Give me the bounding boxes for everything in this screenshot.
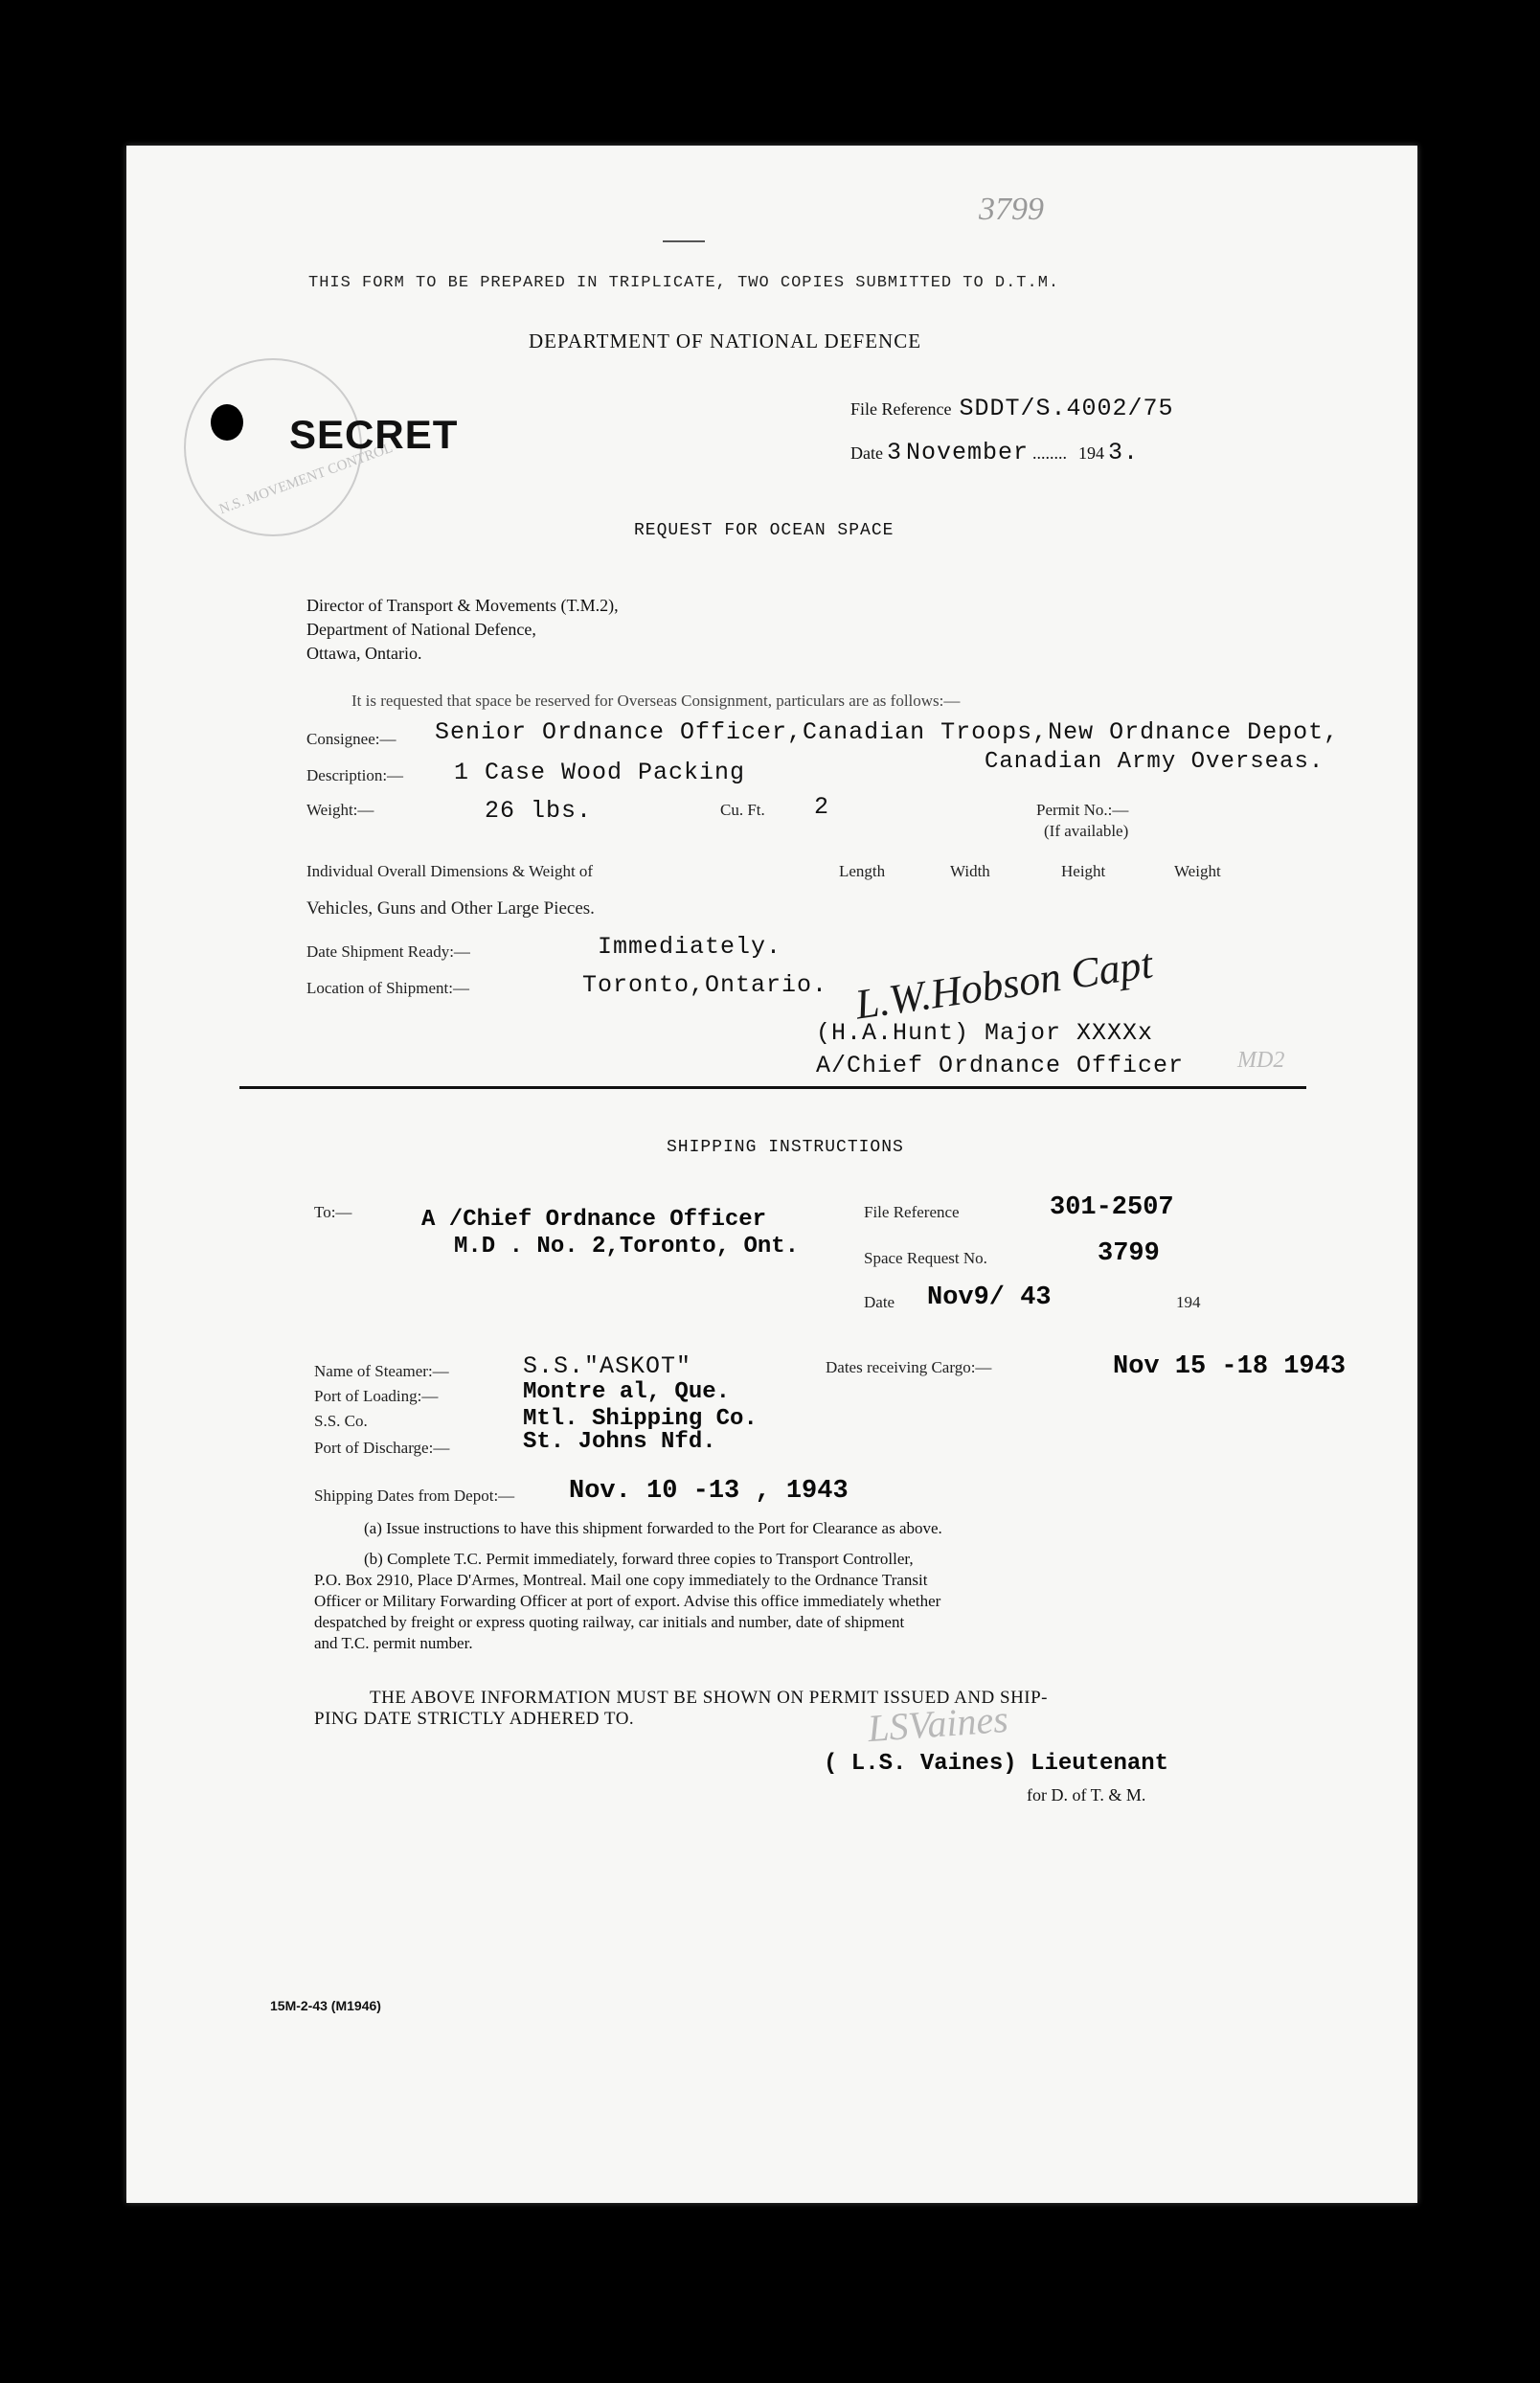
instruction-b-2: P.O. Box 2910, Place D'Armes, Montreal. Mail one copy immediately to the Ordnance Transit (314, 1571, 928, 1589)
weight-label: Weight:— (306, 801, 374, 819)
notice-line-1: THE ABOVE INFORMATION MUST BE SHOWN ON PERMIT ISSUED AND SHIP- (370, 1688, 1049, 1708)
handwritten-number: 3799 (979, 192, 1044, 227)
signature-1: L.W.Hobson Capt (852, 940, 1156, 1029)
addressee-line-3: Ottawa, Ontario. (306, 644, 422, 663)
ship-date-year: 194 (1176, 1293, 1201, 1311)
date-month: November (906, 439, 1030, 466)
description-label: Description:— (306, 766, 404, 784)
steamer-value: S.S."ASKOT" (523, 1352, 692, 1380)
file-reference-row (850, 395, 1174, 422)
signatory-2-name: ( L.S. Vaines) Lieutenant (824, 1751, 1169, 1777)
document-page (126, 146, 1417, 2203)
dimensions-label-1: Individual Overall Dimensions & Weight of (306, 862, 594, 880)
top-dash (663, 240, 705, 242)
dimensions-col-weight: Weight (1174, 862, 1221, 880)
signatory-1-title: A/Chief Ordnance Officer (816, 1052, 1185, 1079)
ship-date-label: Date (864, 1293, 895, 1311)
file-reference-value: SDDT/S.4002/75 (959, 395, 1174, 422)
to-line-2: M.D . No. 2,Toronto, Ont. (454, 1234, 800, 1260)
instruction-a: (a) Issue instructions to have this shipment forwarded to the Port for Clearance as above. (364, 1519, 942, 1537)
instruction-b-1: (b) Complete T.C. Permit immediately, forward three copies to Transport Controller, (364, 1550, 914, 1568)
dimensions-col-width: Width (950, 862, 990, 880)
date-year-suffix: 3. (1108, 439, 1140, 466)
secret-classification: SECRET (289, 412, 459, 457)
shipping-title: SHIPPING INSTRUCTIONS (667, 1138, 904, 1157)
port-loading-value: Montre al, Que. (523, 1379, 731, 1405)
signatory-1-initials: MD2 (1237, 1048, 1285, 1073)
dates-receiving-label: Dates receiving Cargo:— (826, 1358, 992, 1376)
ship-file-ref-label: File Reference (864, 1203, 960, 1221)
port-discharge-value: St. Johns Nfd. (523, 1429, 716, 1455)
description-value: 1 Case Wood Packing (454, 759, 746, 786)
file-reference-label: File Reference (850, 399, 952, 419)
instruction-b-3: Officer or Military Forwarding Officer at port of export. Advise this office immediately whether (314, 1592, 941, 1610)
addressee-line-1: Director of Transport & Movements (T.M.2), (306, 596, 619, 615)
date-day: 3 (886, 439, 902, 466)
cu-ft-value: 2 (814, 793, 830, 821)
form-number: 15M-2-43 (M1946) (270, 1998, 381, 2013)
port-loading-label: Port of Loading:— (314, 1387, 439, 1405)
space-request-label: Space Request No. (864, 1249, 987, 1267)
ship-file-ref-value: 301-2507 (1050, 1193, 1174, 1222)
permit-sublabel: (If available) (1044, 822, 1129, 840)
request-text: It is requested that space be reserved for Overseas Consignment, particulars are as follows:— (351, 692, 961, 710)
instruction-b-5: and T.C. permit number. (314, 1634, 473, 1652)
dimensions-col-height: Height (1061, 862, 1106, 880)
shipping-dates-label: Shipping Dates from Depot:— (314, 1487, 515, 1505)
date-label: Date (850, 443, 883, 463)
notice-line-2: PING DATE STRICTLY ADHERED TO. (314, 1709, 635, 1729)
form-title: REQUEST FOR OCEAN SPACE (634, 521, 895, 540)
ss-co-value: Mtl. Shipping Co. (523, 1406, 758, 1432)
space-request-value: 3799 (1098, 1239, 1160, 1268)
dimensions-label-2: Vehicles, Guns and Other Large Pieces. (306, 898, 595, 919)
date-leader: ........ (1032, 443, 1068, 463)
consignee-label: Consignee:— (306, 730, 396, 748)
dimensions-col-length: Length (839, 862, 886, 880)
steamer-label: Name of Steamer:— (314, 1362, 449, 1380)
permit-label: Permit No.:— (1036, 801, 1129, 819)
date-ready-value: Immediately. (598, 933, 782, 961)
weight-value: 26 lbs. (485, 797, 593, 825)
signatory-2-for: for D. of T. & M. (1027, 1785, 1146, 1804)
instruction-b-4: despatched by freight or express quoting railway, car initials and number, date of shipment (314, 1613, 905, 1631)
location-value: Toronto,Ontario. (582, 971, 828, 999)
ss-co-label: S.S. Co. (314, 1412, 368, 1430)
consignee-line-1: Senior Ordnance Officer,Canadian Troops,New Ordnance Depot, (435, 718, 1340, 746)
stamp-text: N.S. MOVEMENT CONTROL (216, 440, 396, 518)
location-label: Location of Shipment:— (306, 979, 469, 997)
shipping-dates-value: Nov. 10 -13 , 1943 (569, 1477, 849, 1506)
dates-receiving-value: Nov 15 -18 1943 (1113, 1352, 1347, 1381)
instruction-line: THIS FORM TO BE PREPARED IN TRIPLICATE, TWO COPIES SUBMITTED TO D.T.M. (308, 274, 1060, 292)
ship-date-value: Nov9/ 43 (927, 1283, 1052, 1312)
stamp-dot (211, 404, 243, 441)
date-ready-label: Date Shipment Ready:— (306, 942, 470, 961)
consignee-line-2: Canadian Army Overseas. (985, 749, 1325, 775)
signatory-1-name: (H.A.Hunt) Major XXXXx (816, 1019, 1154, 1047)
addressee-line-2: Department of National Defence, (306, 620, 536, 639)
department-title: DEPARTMENT OF NATIONAL DEFENCE (529, 329, 922, 352)
date-year-prefix: 194 (1078, 443, 1105, 463)
port-discharge-label: Port of Discharge:— (314, 1439, 450, 1457)
signature-2: LSVaines (866, 1696, 1010, 1751)
to-line-1: A /Chief Ordnance Officer (421, 1207, 767, 1233)
to-label: To:— (314, 1203, 352, 1221)
date-row (850, 439, 1139, 466)
cu-ft-label: Cu. Ft. (720, 801, 765, 819)
section-divider (239, 1086, 1306, 1089)
